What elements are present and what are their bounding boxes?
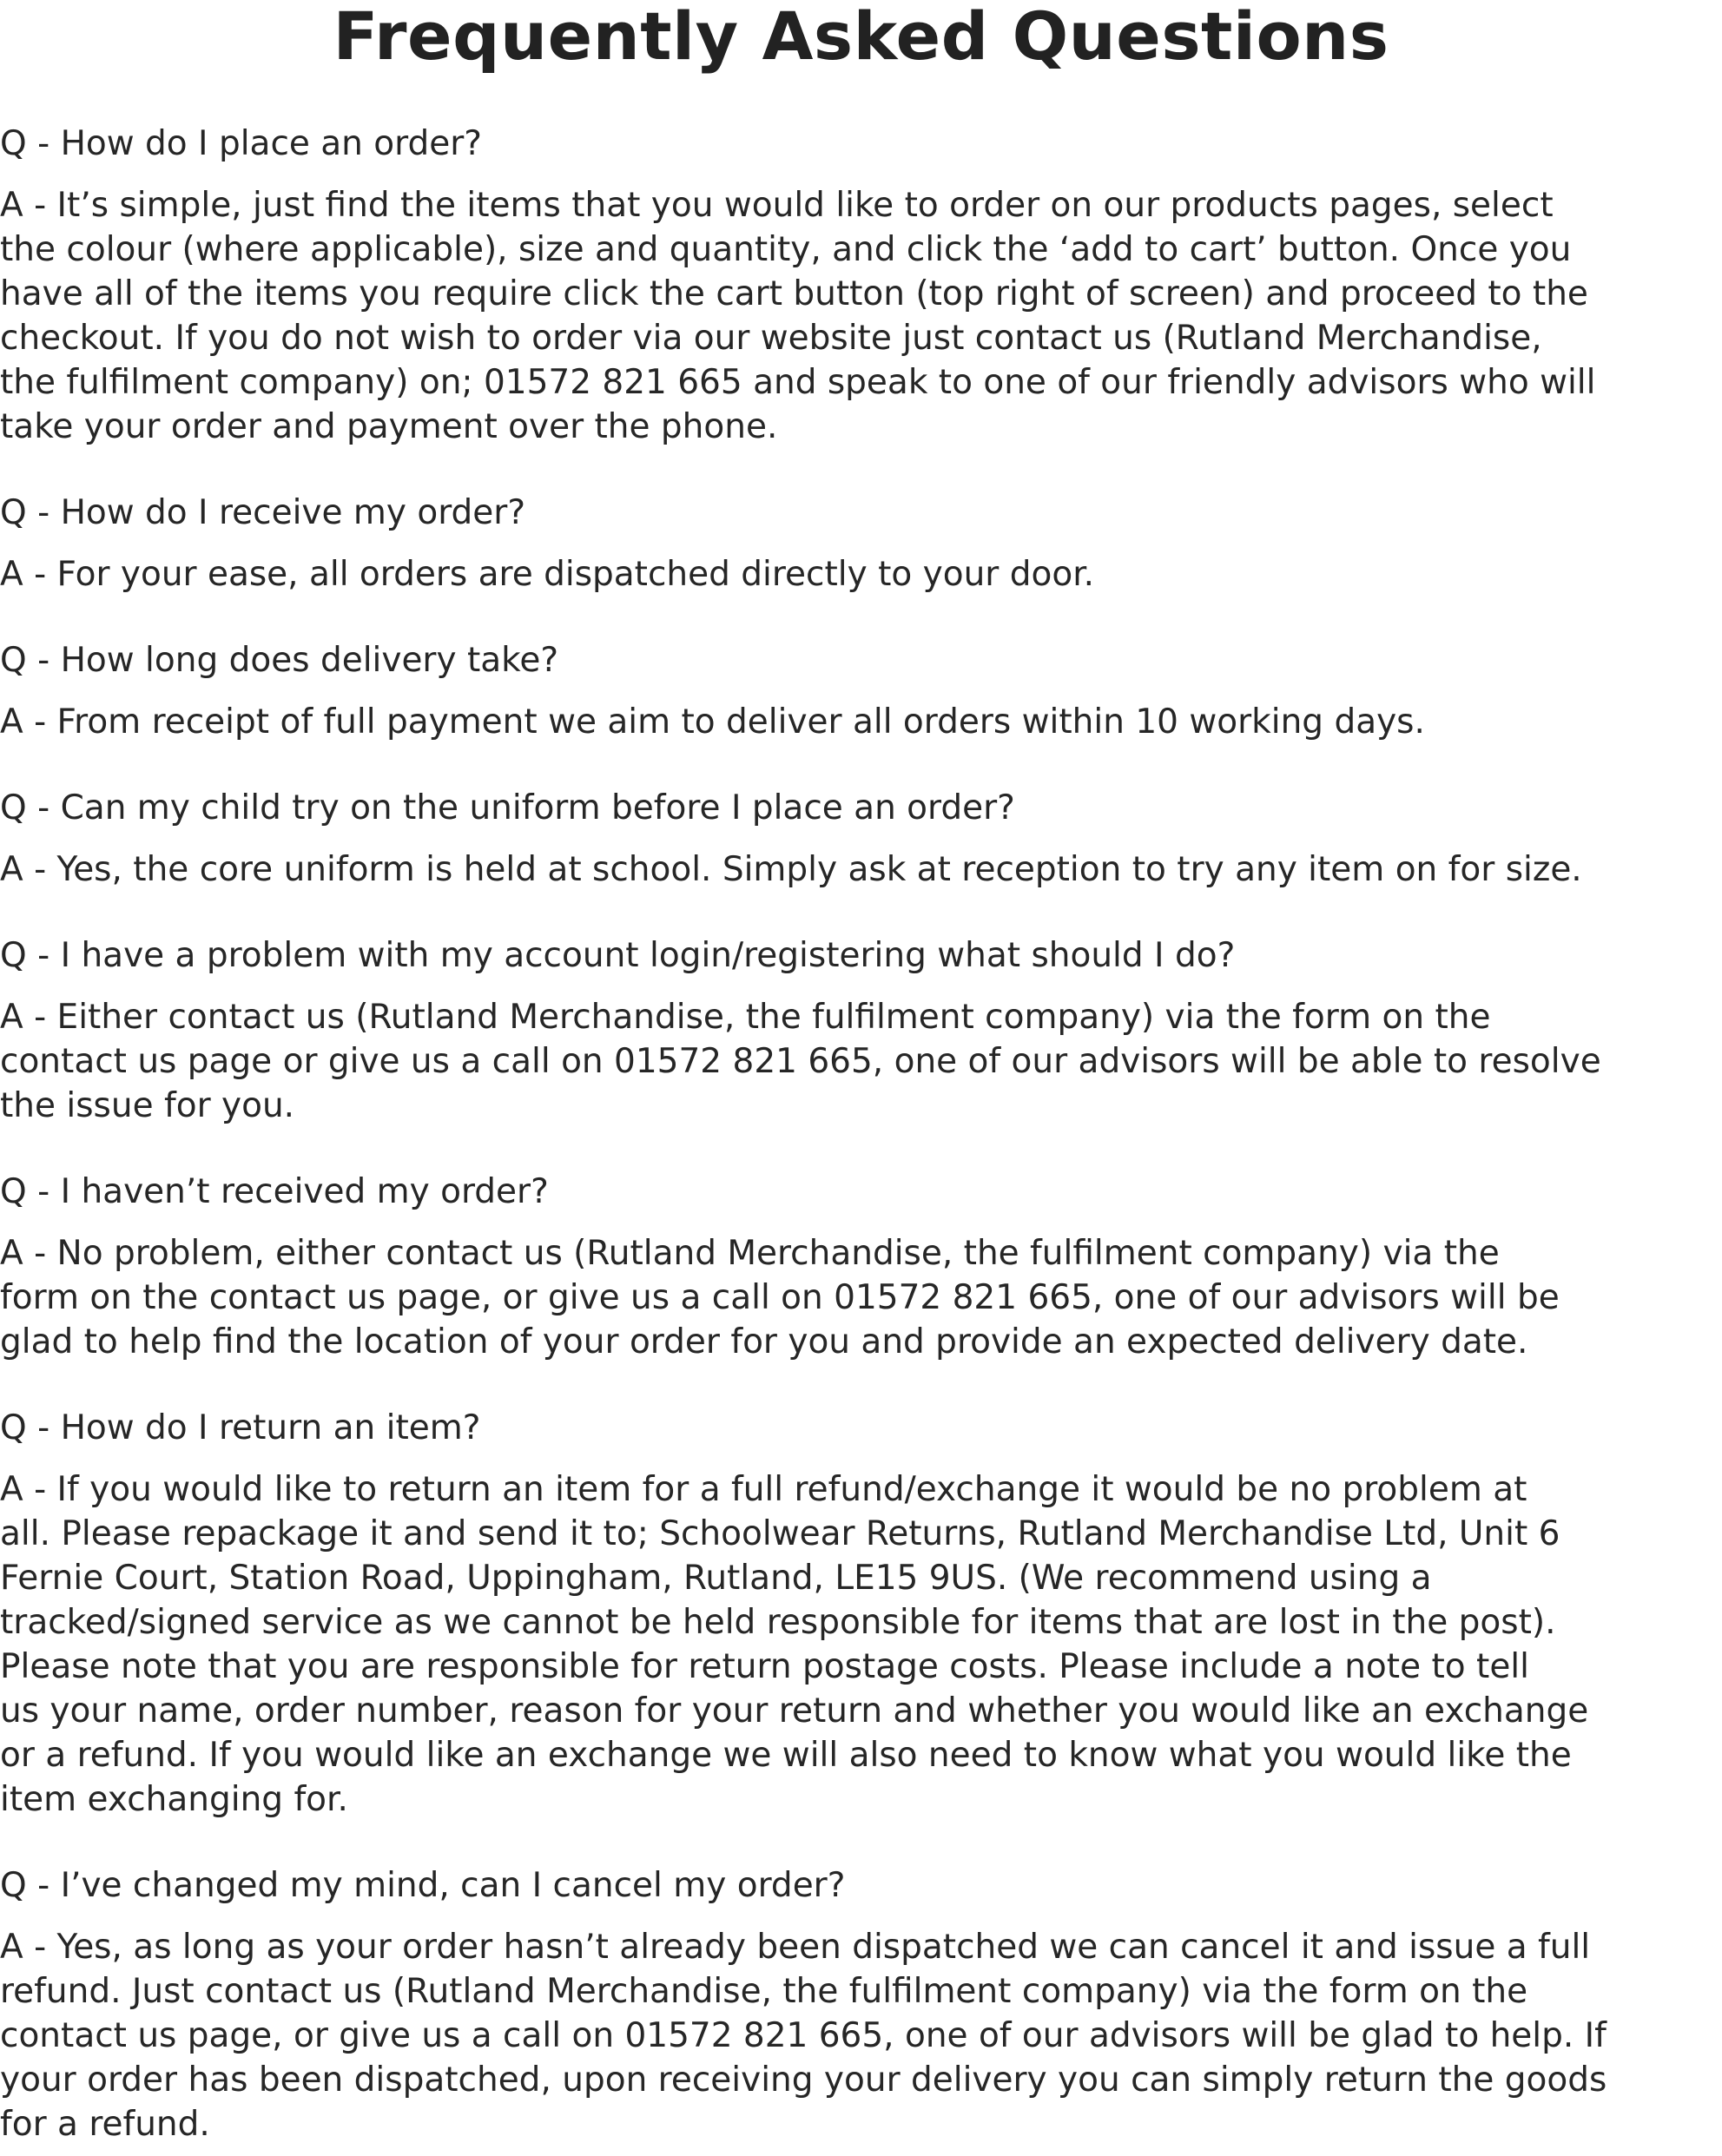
faq-question: Q - How do I return an item? (0, 1408, 481, 1447)
faq-item (0, 638, 1722, 744)
faq-answer (0, 1467, 1722, 1822)
faq-answer (0, 995, 1722, 1128)
answer-line: Please note that you are responsible for return postage costs. Please include a note to tell (0, 1647, 1529, 1686)
faq-question: Q - Can my child try on the uniform before I place an order? (0, 788, 1015, 827)
answer-line: us your name, order number, reason for your return and whether you would like an exchange (0, 1691, 1589, 1731)
answer-line: contact us page, or give us a call on 01572 821 665, one of our advisors will be glad to help. If (0, 2016, 1607, 2055)
faq-question: Q - How do I place an order? (0, 124, 482, 163)
faq-question: Q - I haven’t received my order? (0, 1172, 549, 1211)
answer-line: Fernie Court, Station Road, Uppingham, Rutland, LE15 9US. (We recommend using a (0, 1559, 1432, 1598)
answer-line: all. Please repackage it and send it to; Schoolwear Returns, Rutland Merchandise Ltd, Unit 6 (0, 1514, 1560, 1553)
answer-line: or a refund. If you would like an exchange we will also need to know what you would like the (0, 1736, 1572, 1775)
answer-line: tracked/signed service as we cannot be held responsible for items that are lost in the post). (0, 1603, 1556, 1642)
answer-line: A - For your ease, all orders are dispatched directly to your door. (0, 555, 1095, 594)
answer-line: contact us page or give us a call on 01572 821 665, one of our advisors will be able to resolve (0, 1042, 1601, 1081)
answer-line: A - Yes, as long as your order hasn’t already been dispatched we can cancel it and issue a full (0, 1928, 1591, 1967)
faq-item (0, 1406, 1722, 1822)
faq-item (0, 786, 1722, 892)
answer-line: checkout. If you do not wish to order via our website just contact us (Rutland Merchandise, (0, 319, 1542, 358)
answer-line: have all of the items you require click the cart button (top right of screen) and proceed to the (0, 274, 1588, 313)
faq-answer (0, 700, 1722, 744)
faq-item (0, 1170, 1722, 1364)
faq-answer (0, 183, 1722, 449)
faq-answer (0, 1231, 1722, 1364)
answer-line: form on the contact us page, or give us a call on 01572 821 665, one of our advisors will be (0, 1278, 1560, 1317)
faq-list (0, 122, 1722, 2146)
answer-line: the colour (where applicable), size and quantity, and click the ‘add to cart’ button. Once you (0, 230, 1572, 269)
faq-question: Q - I’ve changed my mind, can I cancel my order? (0, 1866, 846, 1905)
answer-line: for a refund. (0, 2105, 210, 2144)
answer-line: A - Yes, the core uniform is held at school. Simply ask at reception to try any item on for size. (0, 850, 1582, 889)
faq-item (0, 933, 1722, 1128)
page-title: Frequently Asked Questions (333, 0, 1389, 75)
faq-item (0, 122, 1722, 449)
answer-line: take your order and payment over the phone. (0, 407, 778, 446)
faq-question: Q - How long does delivery take? (0, 641, 559, 680)
faq-question: Q - I have a problem with my account login/registering what should I do? (0, 936, 1236, 975)
faq-item (0, 1863, 1722, 2146)
answer-line: A - If you would like to return an item for a full refund/exchange it would be no problem at (0, 1470, 1527, 1509)
answer-line: A - No problem, either contact us (Rutland Merchandise, the fulfilment company) via the (0, 1234, 1500, 1273)
answer-line: item exchanging for. (0, 1780, 348, 1819)
faq-answer (0, 552, 1722, 597)
faq-item (0, 491, 1722, 597)
answer-line: A - From receipt of full payment we aim to deliver all orders within 10 working days. (0, 702, 1425, 742)
answer-line: your order has been dispatched, upon receiving your delivery you can simply return the goods (0, 2060, 1607, 2100)
answer-line: A - It’s simple, just find the items that you would like to order on our products pages, select (0, 186, 1554, 225)
answer-line: A - Either contact us (Rutland Merchandise, the fulfilment company) via the form on the (0, 998, 1491, 1037)
answer-line: glad to help find the location of your order for you and provide an expected delivery date. (0, 1322, 1528, 1362)
faq-question: Q - How do I receive my order? (0, 493, 526, 532)
answer-line: the fulfilment company) on; 01572 821 665 and speak to one of our friendly advisors who will (0, 363, 1596, 402)
faq-answer (0, 847, 1722, 892)
answer-line: the issue for you. (0, 1086, 295, 1125)
answer-line: refund. Just contact us (Rutland Merchandise, the fulfilment company) via the form on the (0, 1972, 1528, 2011)
faq-answer (0, 1925, 1722, 2146)
